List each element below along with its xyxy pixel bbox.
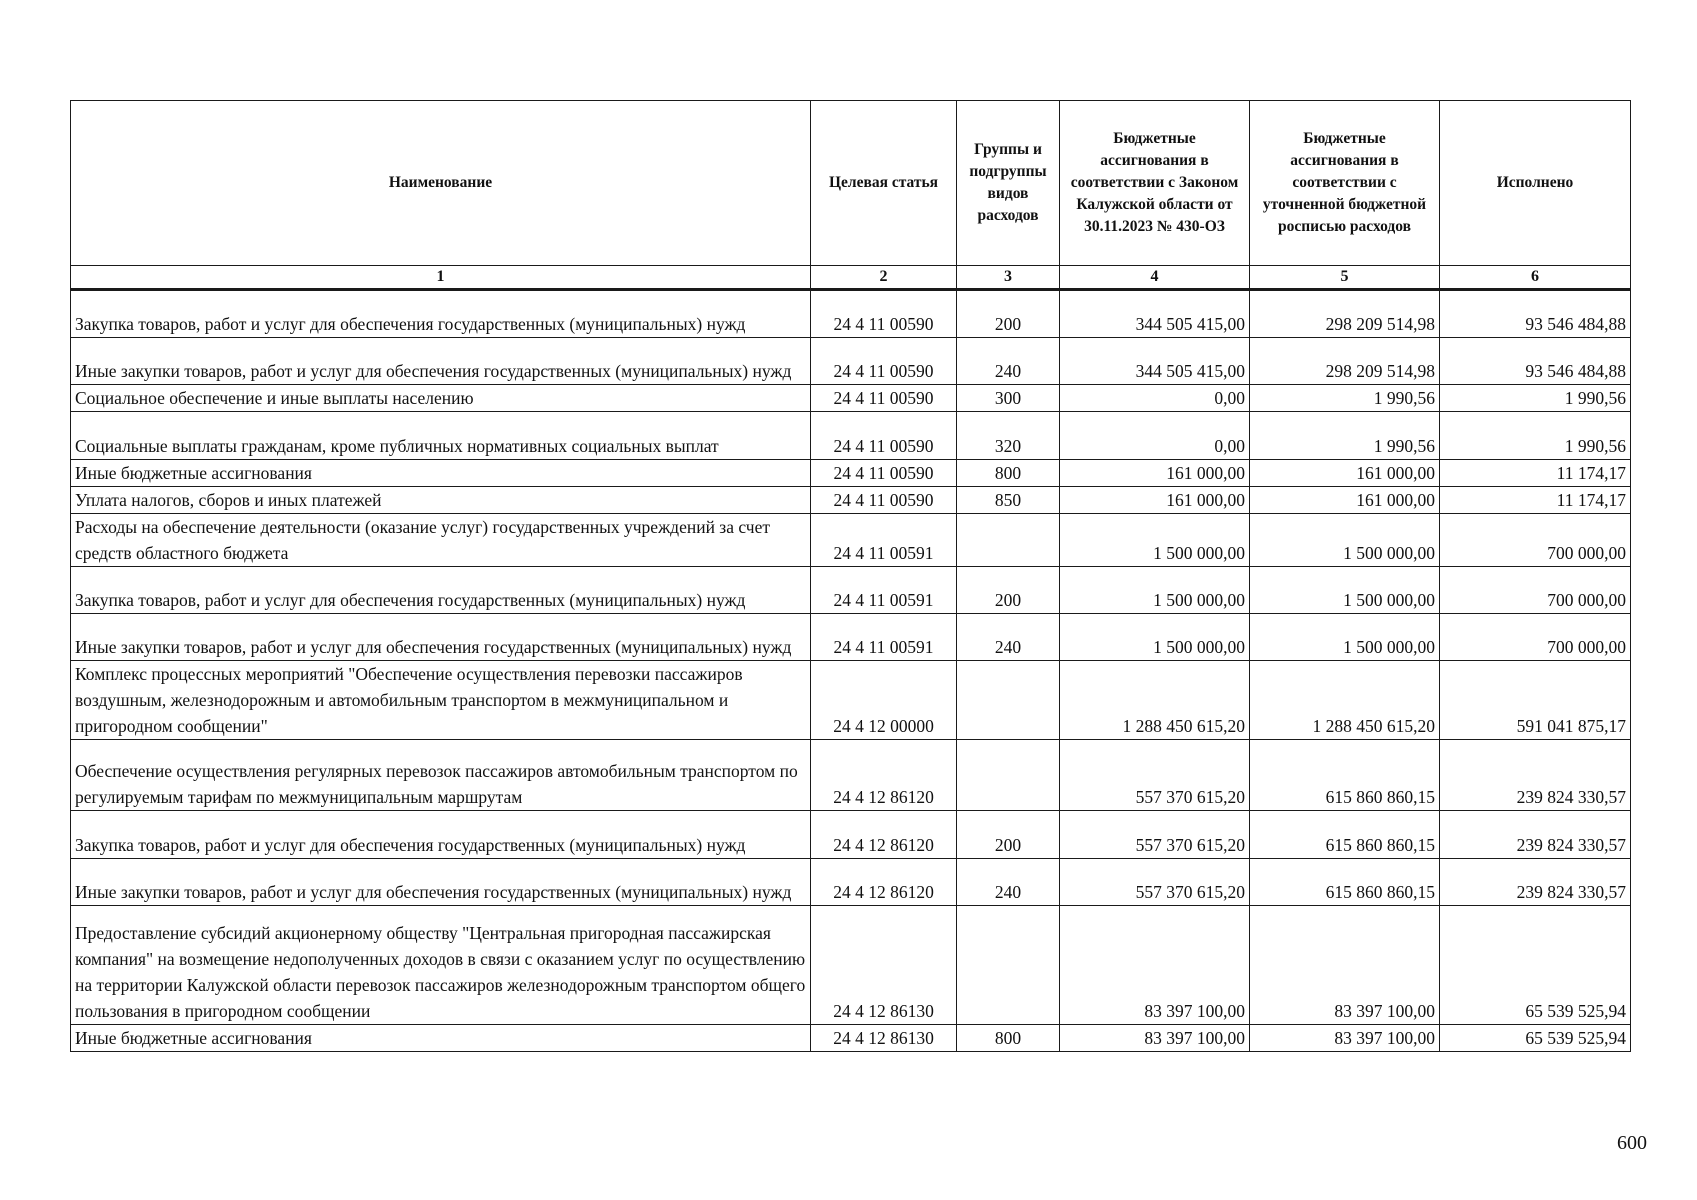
row-target-article: 24 4 12 00000 <box>811 661 957 740</box>
table-row <box>71 811 1631 859</box>
page-number: 600 <box>1617 1132 1647 1154</box>
header-name: Наименование <box>71 101 811 266</box>
row-target-article: 24 4 11 00590 <box>811 385 957 412</box>
row-name: Социальное обеспечение и иные выплаты населению <box>71 385 811 412</box>
row-name: Предоставление субсидий акционерному обществу "Центральная пригородная пассажирская компания" на возмещение недополученных доходов в связи с оказанием услуг по осуществлению на территории Калужской области перевозок пассажиров железнодорожным транспортом общего пользования в пригородном сообщении <box>71 906 811 1025</box>
row-executed-amount: 1 990,56 <box>1440 412 1631 460</box>
row-name: Обеспечение осуществления регулярных перевозок пассажиров автомобильным транспортом по регулируемым тарифам по межмуниципальным маршрутам <box>71 740 811 811</box>
row-target-article: 24 4 12 86120 <box>811 811 957 859</box>
row-law-amount: 1 500 000,00 <box>1060 514 1250 567</box>
row-refined-amount: 1 500 000,00 <box>1250 614 1440 661</box>
row-name: Социальные выплаты гражданам, кроме публичных нормативных социальных выплат <box>71 412 811 460</box>
row-law-amount: 344 505 415,00 <box>1060 290 1250 338</box>
table-body <box>71 290 1631 1052</box>
row-target-article: 24 4 12 86130 <box>811 1025 957 1052</box>
row-law-amount: 557 370 615,20 <box>1060 740 1250 811</box>
row-refined-amount: 161 000,00 <box>1250 487 1440 514</box>
row-law-amount: 1 500 000,00 <box>1060 567 1250 614</box>
table-row <box>71 906 1631 1025</box>
row-target-article: 24 4 11 00590 <box>811 338 957 385</box>
table-row <box>71 1025 1631 1052</box>
budget-table <box>70 100 1631 1052</box>
row-target-article: 24 4 11 00591 <box>811 567 957 614</box>
table-row <box>71 338 1631 385</box>
table-header-row <box>71 101 1631 266</box>
row-name: Иные закупки товаров, работ и услуг для обеспечения государственных (муниципальных) нужд <box>71 859 811 906</box>
row-refined-amount: 1 990,56 <box>1250 385 1440 412</box>
row-refined-amount: 298 209 514,98 <box>1250 338 1440 385</box>
header-refined-allocations: Бюджетные ассигнования в соответствии с уточненной бюджетной росписью расходов <box>1250 101 1440 266</box>
row-law-amount: 344 505 415,00 <box>1060 338 1250 385</box>
row-expense-group: 800 <box>957 460 1060 487</box>
row-name: Иные закупки товаров, работ и услуг для обеспечения государственных (муниципальных) нужд <box>71 614 811 661</box>
row-expense-group <box>957 661 1060 740</box>
row-executed-amount: 239 824 330,57 <box>1440 811 1631 859</box>
row-executed-amount: 700 000,00 <box>1440 514 1631 567</box>
row-law-amount: 161 000,00 <box>1060 460 1250 487</box>
row-law-amount: 557 370 615,20 <box>1060 859 1250 906</box>
row-name: Закупка товаров, работ и услуг для обеспечения государственных (муниципальных) нужд <box>71 290 811 338</box>
row-target-article: 24 4 12 86120 <box>811 859 957 906</box>
row-target-article: 24 4 12 86130 <box>811 906 957 1025</box>
row-executed-amount: 239 824 330,57 <box>1440 859 1631 906</box>
row-law-amount: 557 370 615,20 <box>1060 811 1250 859</box>
row-expense-group: 320 <box>957 412 1060 460</box>
row-refined-amount: 1 288 450 615,20 <box>1250 661 1440 740</box>
row-law-amount: 83 397 100,00 <box>1060 906 1250 1025</box>
row-executed-amount: 65 539 525,94 <box>1440 1025 1631 1052</box>
row-executed-amount: 65 539 525,94 <box>1440 906 1631 1025</box>
row-target-article: 24 4 12 86120 <box>811 740 957 811</box>
row-refined-amount: 615 860 860,15 <box>1250 859 1440 906</box>
row-expense-group: 200 <box>957 290 1060 338</box>
row-expense-group: 240 <box>957 338 1060 385</box>
row-refined-amount: 1 500 000,00 <box>1250 567 1440 614</box>
table-row <box>71 290 1631 338</box>
row-law-amount: 0,00 <box>1060 412 1250 460</box>
row-expense-group: 850 <box>957 487 1060 514</box>
row-executed-amount: 239 824 330,57 <box>1440 740 1631 811</box>
row-target-article: 24 4 11 00590 <box>811 412 957 460</box>
row-refined-amount: 83 397 100,00 <box>1250 906 1440 1025</box>
row-name: Иные бюджетные ассигнования <box>71 460 811 487</box>
row-expense-group: 800 <box>957 1025 1060 1052</box>
column-number: 5 <box>1250 266 1440 290</box>
row-refined-amount: 615 860 860,15 <box>1250 740 1440 811</box>
header-expense-group: Группы и подгруппы видов расходов <box>957 101 1060 266</box>
row-name: Расходы на обеспечение деятельности (оказание услуг) государственных учреждений за счет средств областного бюджета <box>71 514 811 567</box>
column-number: 6 <box>1440 266 1631 290</box>
row-target-article: 24 4 11 00591 <box>811 614 957 661</box>
row-expense-group <box>957 740 1060 811</box>
row-name: Уплата налогов, сборов и иных платежей <box>71 487 811 514</box>
row-executed-amount: 591 041 875,17 <box>1440 661 1631 740</box>
row-target-article: 24 4 11 00590 <box>811 290 957 338</box>
row-executed-amount: 11 174,17 <box>1440 487 1631 514</box>
row-executed-amount: 700 000,00 <box>1440 567 1631 614</box>
row-refined-amount: 298 209 514,98 <box>1250 290 1440 338</box>
row-target-article: 24 4 11 00590 <box>811 460 957 487</box>
header-law-allocations: Бюджетные ассигнования в соответствии с Законом Калужской области от 30.11.2023 № 430-ОЗ <box>1060 101 1250 266</box>
row-executed-amount: 1 990,56 <box>1440 385 1631 412</box>
row-target-article: 24 4 11 00591 <box>811 514 957 567</box>
row-law-amount: 83 397 100,00 <box>1060 1025 1250 1052</box>
header-target-article: Целевая статья <box>811 101 957 266</box>
table-row <box>71 412 1631 460</box>
row-law-amount: 161 000,00 <box>1060 487 1250 514</box>
row-refined-amount: 615 860 860,15 <box>1250 811 1440 859</box>
table-row <box>71 514 1631 567</box>
column-number: 1 <box>71 266 811 290</box>
row-law-amount: 1 288 450 615,20 <box>1060 661 1250 740</box>
column-number: 2 <box>811 266 957 290</box>
table-row <box>71 385 1631 412</box>
header-executed: Исполнено <box>1440 101 1631 266</box>
row-expense-group: 300 <box>957 385 1060 412</box>
table-row <box>71 661 1631 740</box>
row-name: Закупка товаров, работ и услуг для обеспечения государственных (муниципальных) нужд <box>71 811 811 859</box>
row-name: Иные бюджетные ассигнования <box>71 1025 811 1052</box>
row-executed-amount: 93 546 484,88 <box>1440 338 1631 385</box>
column-number: 3 <box>957 266 1060 290</box>
row-expense-group: 240 <box>957 614 1060 661</box>
row-executed-amount: 700 000,00 <box>1440 614 1631 661</box>
table-row <box>71 740 1631 811</box>
row-executed-amount: 93 546 484,88 <box>1440 290 1631 338</box>
table-row <box>71 460 1631 487</box>
row-executed-amount: 11 174,17 <box>1440 460 1631 487</box>
row-expense-group <box>957 514 1060 567</box>
row-expense-group: 240 <box>957 859 1060 906</box>
row-law-amount: 0,00 <box>1060 385 1250 412</box>
table-row <box>71 859 1631 906</box>
row-name: Комплекс процессных мероприятий "Обеспечение осуществления перевозки пассажиров воздушным, железнодорожным и автомобильным транспортом в межмуниципальном и пригородном сообщении" <box>71 661 811 740</box>
row-target-article: 24 4 11 00590 <box>811 487 957 514</box>
table-row <box>71 487 1631 514</box>
row-expense-group: 200 <box>957 567 1060 614</box>
column-number-row <box>71 266 1631 290</box>
row-expense-group <box>957 906 1060 1025</box>
column-number: 4 <box>1060 266 1250 290</box>
row-refined-amount: 83 397 100,00 <box>1250 1025 1440 1052</box>
row-name: Иные закупки товаров, работ и услуг для обеспечения государственных (муниципальных) нужд <box>71 338 811 385</box>
row-name: Закупка товаров, работ и услуг для обеспечения государственных (муниципальных) нужд <box>71 567 811 614</box>
table-row <box>71 614 1631 661</box>
row-refined-amount: 1 990,56 <box>1250 412 1440 460</box>
row-law-amount: 1 500 000,00 <box>1060 614 1250 661</box>
row-refined-amount: 1 500 000,00 <box>1250 514 1440 567</box>
row-expense-group: 200 <box>957 811 1060 859</box>
row-refined-amount: 161 000,00 <box>1250 460 1440 487</box>
table-row <box>71 567 1631 614</box>
